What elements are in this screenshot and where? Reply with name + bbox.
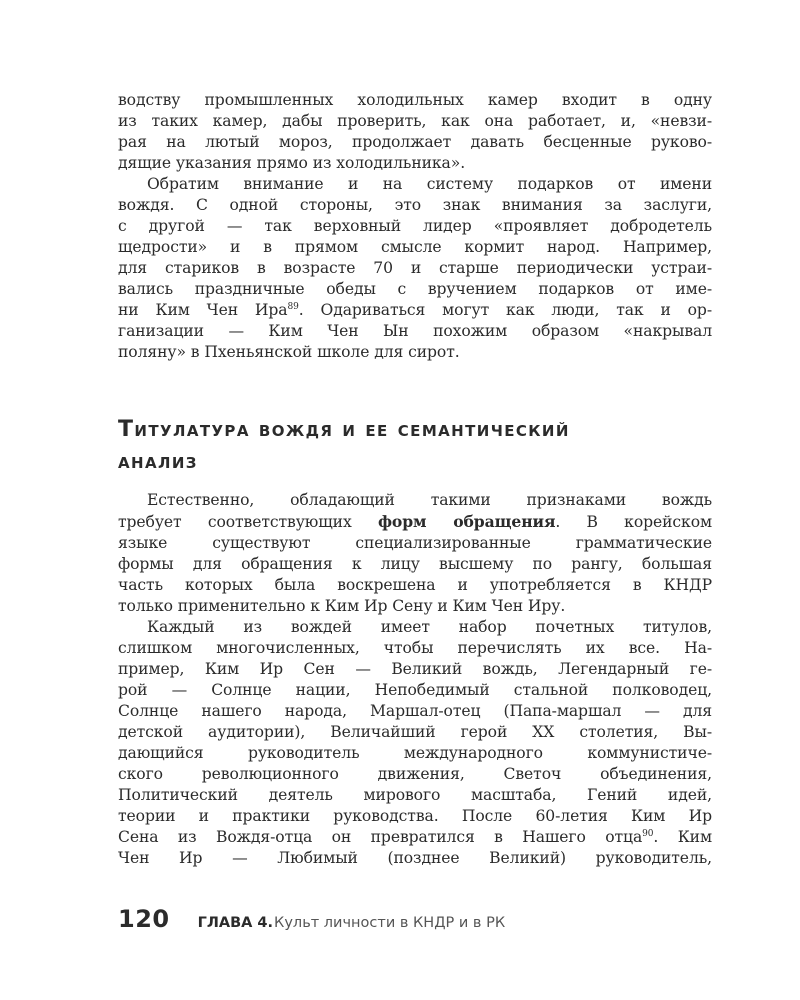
body-text-top [118,90,712,363]
footnote-ref-90[interactable]: 90 [642,829,654,839]
text-line: вождя. С одной стороны, это знак внимания за заслуги, [118,196,712,214]
text-line [118,511,712,533]
text-line [118,300,712,321]
text-line: языке существуют специализированные грамматические [118,534,712,552]
text-fragment: . Ким [653,828,712,846]
emphasis-term: форм обращения [377,512,556,531]
section-heading [118,414,712,478]
text-line: теории и практики руководства. После 60-летия Ким Ир [118,807,712,825]
text-line: рой — Солнце нации, Непобедимый стальной полководец, [118,681,712,699]
text-line: слишком многочисленных, чтобы перечислять их все. На- [118,639,712,657]
body-text-bottom [118,490,712,869]
text-line: ганизации — Ким Чен Ын похожим образом «накрывал [118,322,712,340]
text-line: только применительно к Ким Ир Сену и Ким Чен Иру. [118,597,566,615]
section-heading-line: анализ [118,449,198,474]
chapter-title: Культ личности в КНДР и в РК [274,915,506,931]
text-fragment: ни Ким Чен Ира [118,301,288,319]
text-line: рая на лютый мороз, продолжает давать бесценные руково- [118,133,712,151]
page-footer [118,905,505,935]
text-line: Солнце нашего народа, Маршал-отец (Папа-маршал — для [118,702,712,720]
text-line: поляну» в Пхеньянской школе для сирот. [118,343,460,361]
text-line: Естественно, обладающий такими признаками вождь [147,491,712,509]
text-fragment: . В корейском [555,513,713,531]
text-line: пример, Ким Ир Сен — Великий вождь, Легендарный ге- [118,660,712,678]
text-line: дящие указания прямо из холодильника». [118,154,466,172]
page-number: 120 [118,905,170,933]
text-line [118,827,712,848]
chapter-label: ГЛАВА 4. [197,915,274,931]
text-line: часть которых была воскрешена и употребляется в КНДР [118,576,712,594]
text-line: вались праздничные обеды с вручением подарков от име- [118,280,712,298]
text-line: формы для обращения к лицу высшему по рангу, большая [118,555,712,573]
text-line: из таких камер, дабы проверить, как она работает, и, «невзи- [118,112,712,130]
text-line: Каждый из вождей имеет набор почетных титулов, [147,618,712,636]
text-line: ского революционного движения, Светоч объединения, [118,765,712,783]
text-line: Обратим внимание и на систему подарков от имени [147,175,712,193]
text-line: детской аудитории), Величайший герой XX столетия, Вы- [118,723,712,741]
text-line: Чен Ир — Любимый (позднее Великий) руководитель, [118,849,712,867]
text-line: водству промышленных холодильных камер входит в одну [118,91,712,109]
text-line: для стариков в возрасте 70 и старше периодически устраи- [118,259,712,277]
text-line: дающийся руководитель международного коммунистиче- [118,744,712,762]
text-line: Политический деятель мирового масштаба, Гений идей, [118,786,712,804]
text-fragment: . Одариваться могут как люди, так и ор- [298,301,712,319]
text-fragment: требует соответствующих [118,513,378,531]
text-fragment: Сена из Вождя-отца он превратился в Нашего отца [118,828,643,846]
text-line: щедрости» и в прямом смысле кормит народ. Например, [118,238,712,256]
text-line: с другой — так верховный лидер «проявляет добродетель [118,217,712,235]
footnote-ref-89[interactable]: 89 [287,302,299,312]
section-heading-line: Титулатура вождя и ее семантический [118,417,570,442]
